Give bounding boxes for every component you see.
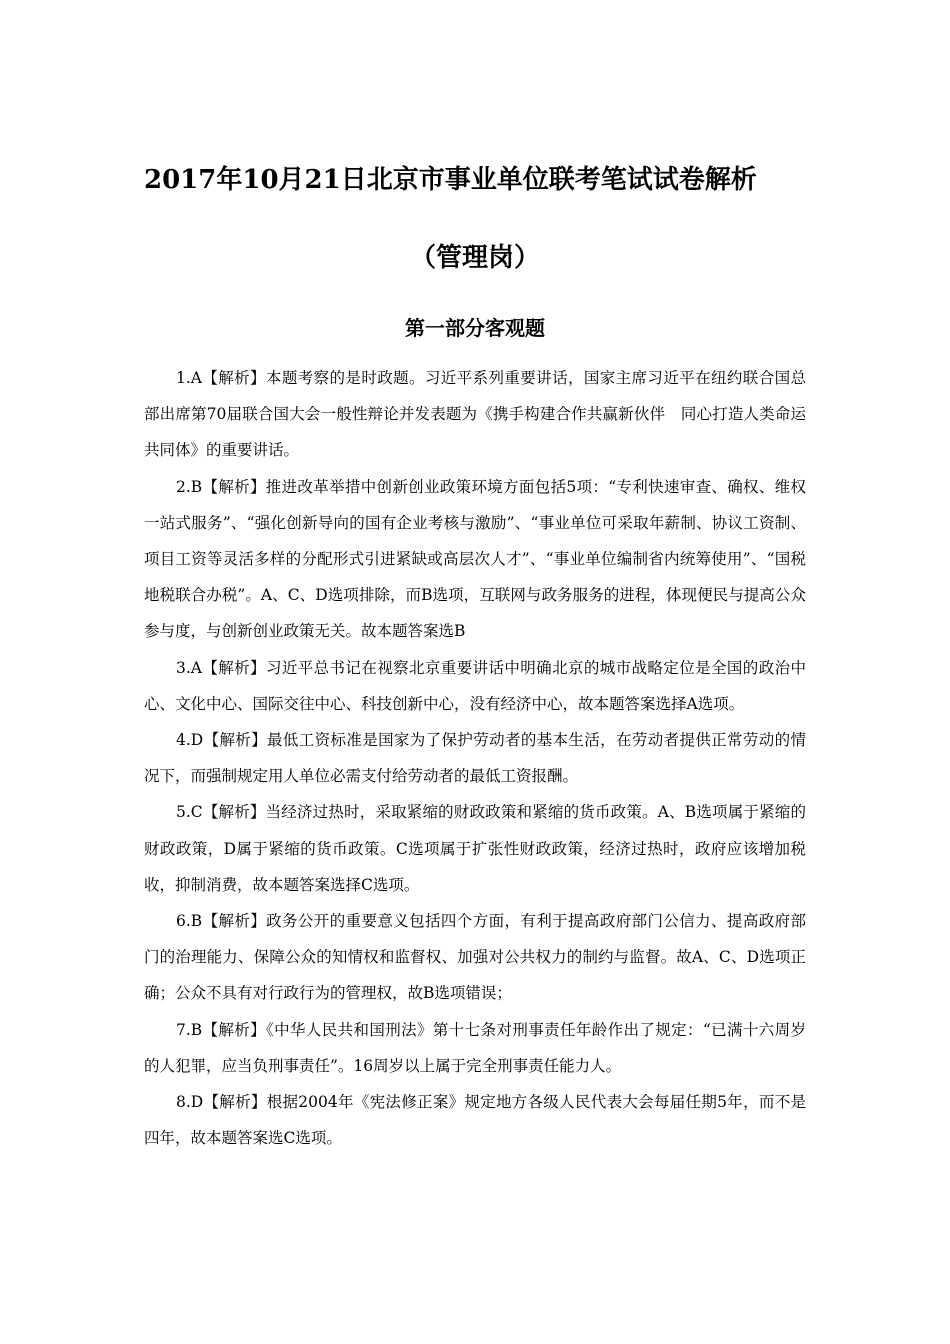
answer-item-7: 7.B【解析】《中华人民共和国刑法》第十七条对刑事责任年龄作出了规定：“已满十六周岁的人犯罪，应当负刑事责任”。16周岁以上属于完全刑事责任能力人。 — [144, 1020, 806, 1075]
answer-item-8: 8.D【解析】根据2004年《宪法修正案》规定地方各级人民代表大会每届任期5年，而不是四年，故本题答案选C选项。 — [144, 1093, 806, 1148]
answer-list — [144, 360, 806, 1156]
answer-item-3: 3.A【解析】习近平总书记在视察北京重要讲话中明确北京的城市战略定位是全国的政治中心、文化中心、国际交往中心、科技创新中心，没有经济中心，故本题答案选择A选项。 — [144, 658, 806, 713]
answer-item-1: 1.A【解析】本题考察的是时政题。习近平系列重要讲话，国家主席习近平在纽约联合国总部出席第70届联合国大会一般性辩论并发表题为《携手构建合作共赢新伙伴 同心打造人类命运共同体》的重要讲话。 — [144, 369, 806, 460]
document-subtitle: （管理岗） — [409, 243, 540, 273]
document-title: 2017年10月21日北京市事业单位联考笔试试卷解析 — [144, 165, 757, 195]
answer-item-6: 6.B【解析】政务公开的重要意义包括四个方面，有利于提高政府部门公信力、提高政府部门的治理能力、保障公众的知情权和监督权、加强对公共权力的制约与监督。故A、C、D选项正确；公众不具有对行政行为的管理权，故B选项错误； — [144, 912, 806, 1003]
answer-item-2: 2.B【解析】推进改革举措中创新创业政策环境方面包括5项：“专利快速审查、确权、维权一站式服务”、“强化创新导向的国有企业考核与激励”、“事业单位可采取年薪制、协议工资制、项目工资等灵活多样的分配形式引进紧缺或高层次人才”、“事业单位编制省内统筹使用”、“国税地税联合办税”。A、C、D选项排除，而B选项，互联网与政务服务的进程，体现便民与提高公众参与度，与创新创业政策无关。故本题答案选B — [144, 477, 806, 641]
answer-item-4: 4.D【解析】最低工资标准是国家为了保护劳动者的基本生活，在劳动者提供正常劳动的情况下，而强制规定用人单位必需支付给劳动者的最低工资报酬。 — [144, 731, 806, 786]
section-heading: 第一部分客观题 — [405, 316, 545, 340]
answer-item-5: 5.C【解析】当经济过热时，采取紧缩的财政政策和紧缩的货币政策。A、B选项属于紧缩的财政政策，D属于紧缩的货币政策。C选项属于扩张性财政政策，经济过热时，政府应该增加税收，抑制消费，故本题答案选择C选项。 — [144, 803, 806, 894]
